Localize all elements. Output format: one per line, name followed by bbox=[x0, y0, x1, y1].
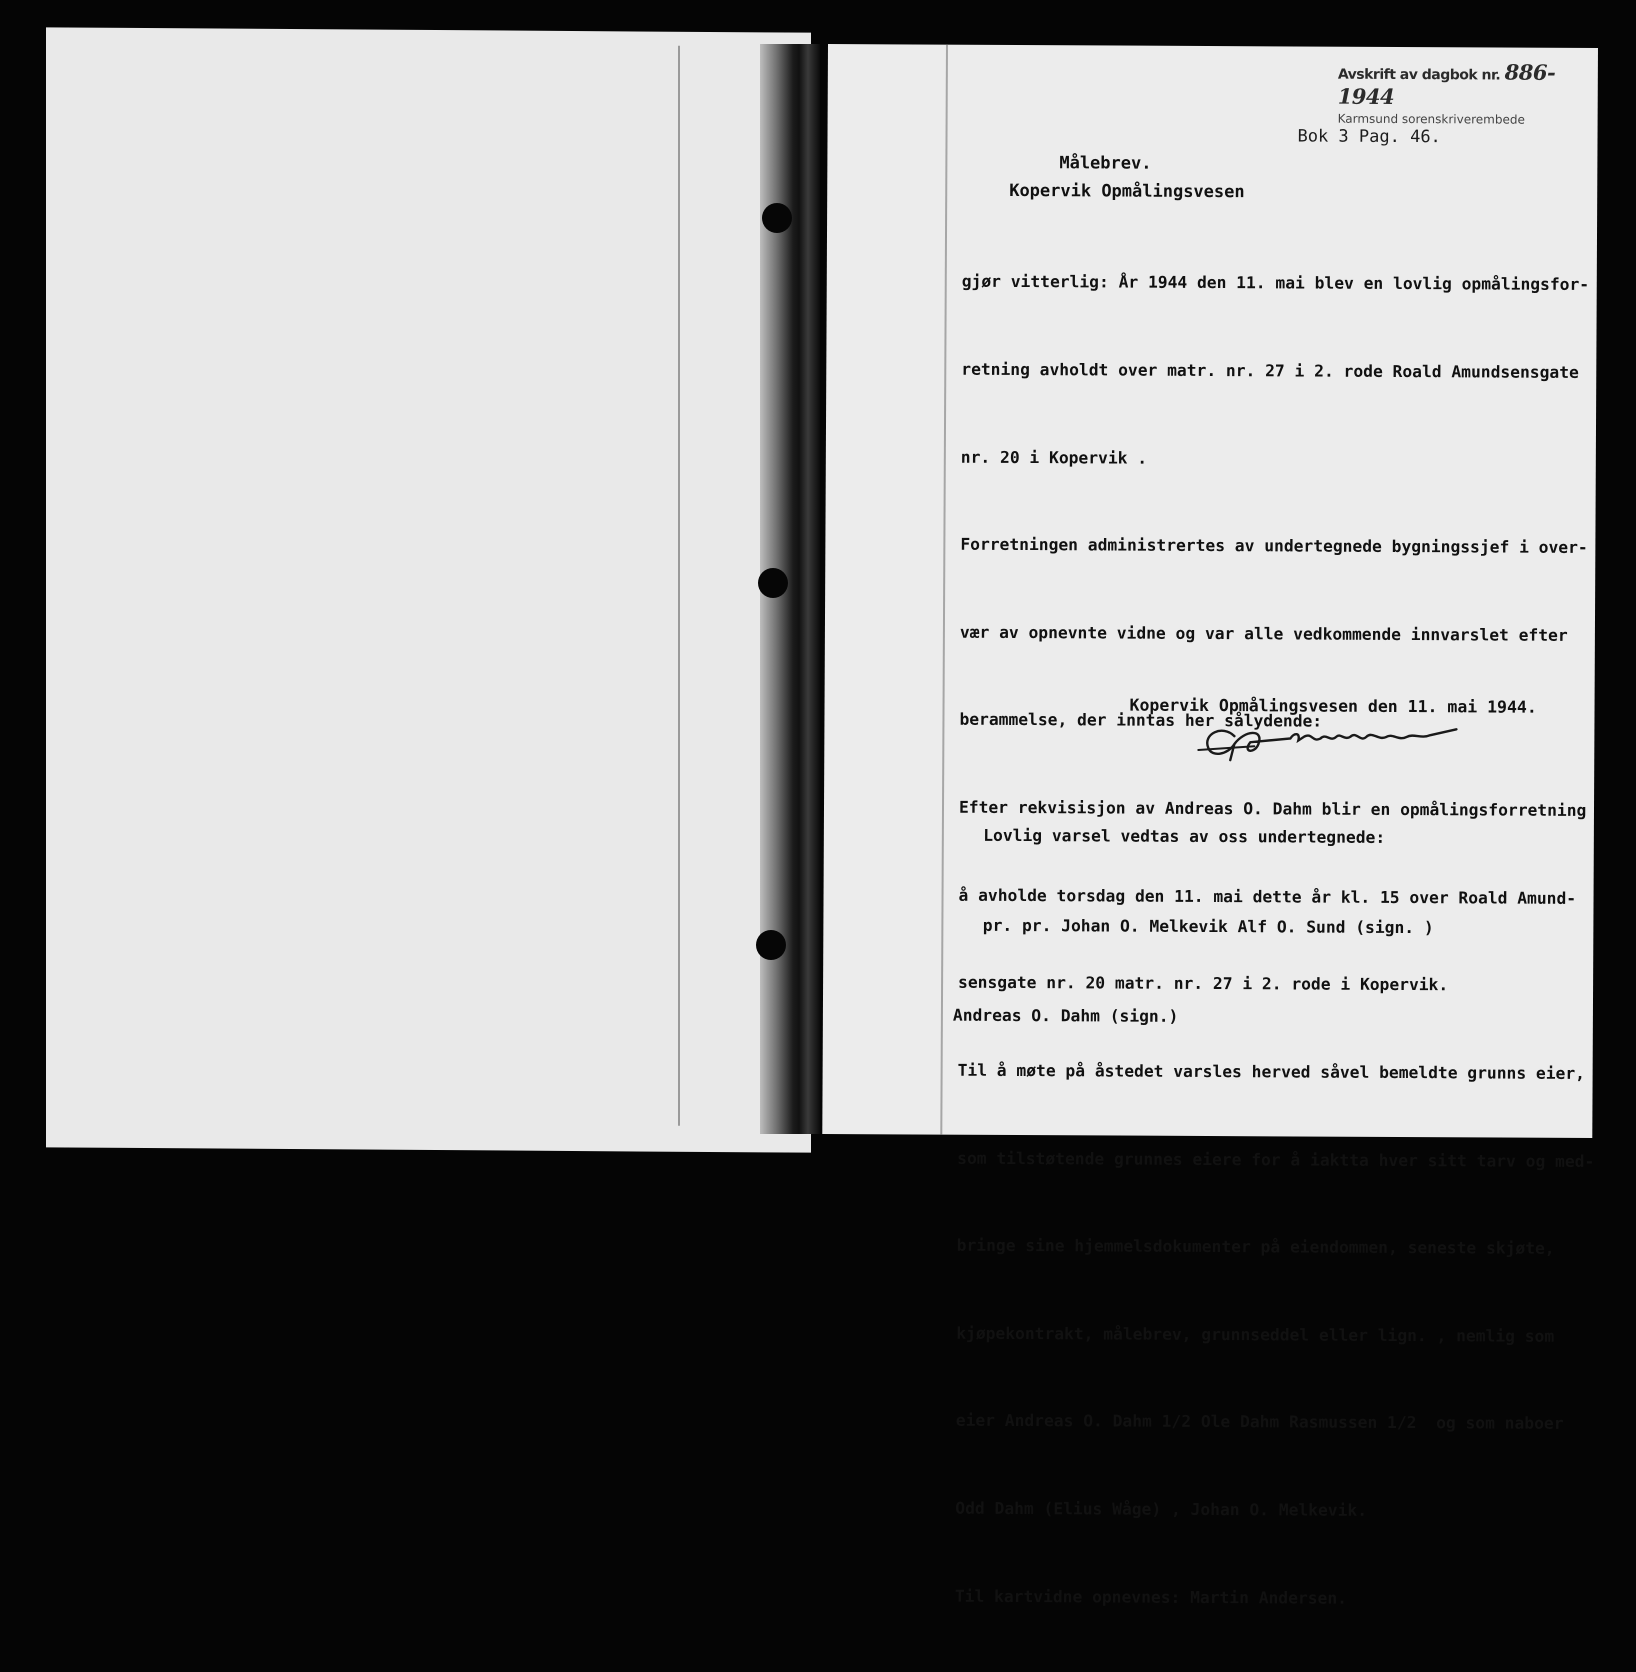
header-stamp bbox=[1338, 59, 1598, 127]
left-page bbox=[46, 27, 811, 1152]
body-line: bringe sine hjemmelsdokumenter på eiendommen, seneste skjøte, bbox=[956, 1235, 1555, 1258]
right-page bbox=[822, 44, 1598, 1608]
punch-hole-left-top bbox=[762, 203, 792, 233]
left-page-fold-line bbox=[678, 46, 680, 1126]
body-line: retning avholdt over matr. nr. 27 i 2. rode Roald Amundsensgate bbox=[961, 359, 1579, 382]
body-line: Til å møte på åstedet varsles herved såvel bemeldte grunns eier, bbox=[957, 1060, 1586, 1083]
right-page-margin-line bbox=[940, 45, 948, 1135]
body-line: Til kartvidne opnevnes: Martin Andersen. bbox=[954, 1586, 1348, 1608]
body-line: vær av opnevnte vidne og var alle vedkommende innvarslet efter bbox=[959, 622, 1568, 645]
body-line: gjør vitterlig: År 1944 den 11. mai blev en lovlig opmålingsfor- bbox=[961, 272, 1590, 295]
punch-hole-left-bottom bbox=[756, 930, 786, 960]
body-line: eier Andreas O. Dahm 1/2 Ole Dahm Rasmussen 1/2 og som naboer bbox=[955, 1411, 1564, 1434]
signoff-line: Kopervik Opmålingsvesen den 11. mai 1944. bbox=[1129, 695, 1537, 717]
body-line: berammelse, der inntas her sålydende: bbox=[959, 710, 1323, 732]
acknowledgement-block bbox=[953, 761, 1435, 1094]
stamp-office: Karmsund sorenskriverembede bbox=[1337, 111, 1525, 127]
body-line: nr. 20 i Kopervik . bbox=[960, 447, 1148, 468]
body-line: som tilstøtende grunnes eiere for å iaktta hver sitt tarv og med- bbox=[957, 1148, 1595, 1171]
document-title: Målebrev. bbox=[1059, 153, 1152, 174]
body-line: kjøpekontrakt, målebrev, grunnseddel eller lign. , nemlig som bbox=[956, 1323, 1555, 1346]
acknowledgement-line: Andreas O. Dahm (sign.) bbox=[952, 1005, 1179, 1026]
book-reference: Bok 3 Pag. 46. bbox=[1297, 126, 1441, 148]
acknowledgement-line: Lovlig varsel vedtas av oss undertegnede: bbox=[953, 825, 1386, 847]
body-line: sensgate nr. 20 matr. nr. 27 i 2. rode i Kopervik. bbox=[958, 972, 1449, 995]
handwritten-signature bbox=[1194, 714, 1464, 763]
body-line: å avholde torsdag den 11. mai dette år kl. 15 over Roald Amund- bbox=[958, 885, 1577, 908]
issuer: Kopervik Opmålingsvesen bbox=[1009, 180, 1245, 203]
acknowledgement-line: pr. pr. Johan O. Melkevik Alf O. Sund (sign. ) bbox=[953, 915, 1434, 938]
punch-hole-left-middle bbox=[758, 568, 788, 598]
stamp-prefix: Avskrift av dagbok nr. bbox=[1337, 66, 1501, 84]
body-line: Efter rekvisisjon av Andreas O. Dahm blir en opmålingsforretning bbox=[958, 797, 1587, 821]
stamp-line1 bbox=[1338, 59, 1598, 110]
body-line: Odd Dahm (Elius Wåge) , Johan O. Melkevik. bbox=[955, 1498, 1368, 1520]
stamp-number: 886-1944 bbox=[1337, 59, 1556, 109]
body-line: Forretningen administrertes av undertegnede bygningssjef i over- bbox=[960, 534, 1588, 558]
